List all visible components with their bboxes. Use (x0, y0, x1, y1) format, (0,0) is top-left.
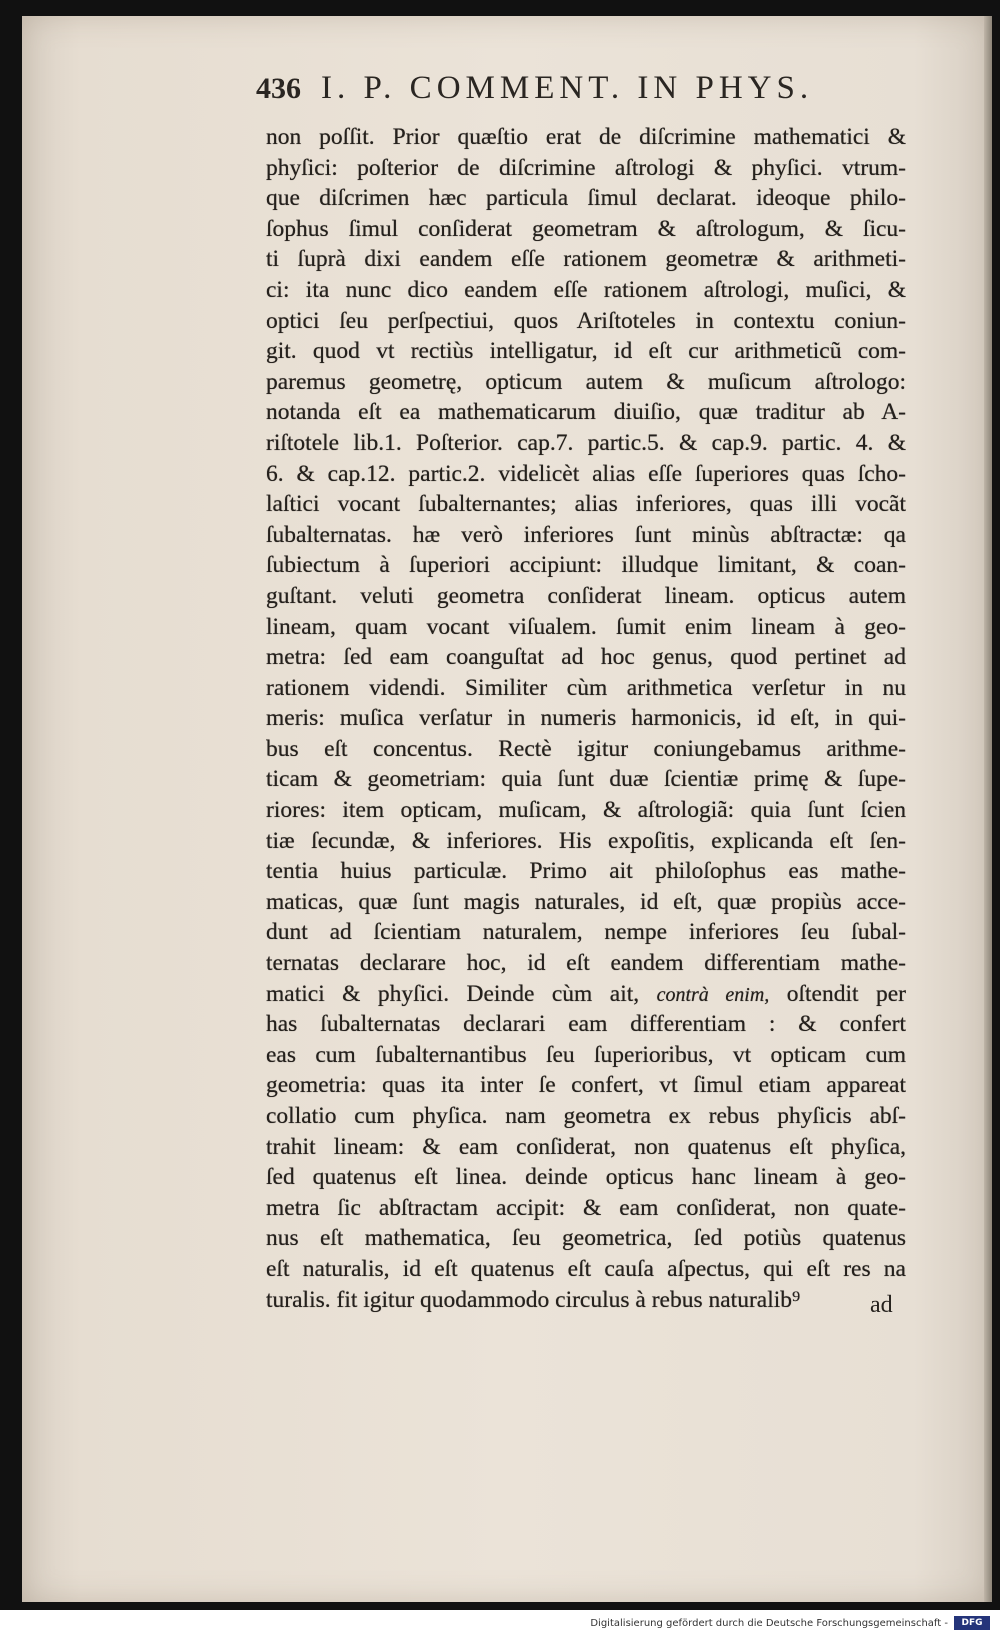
text-line: has ſubalternatas declarari eam differentiam : & confert (266, 1011, 906, 1038)
text-line: ſed quatenus eſt linea. deinde opticus hanc lineam à geo- (266, 1164, 906, 1191)
text-line: ticam & geometriam: quia ſunt duæ ſcientiæ primę & ſupe- (266, 766, 906, 793)
text-line: rationem videndi. Similiter cùm arithmetica verſetur in nu (266, 674, 906, 701)
text-line: metra ſic abſtractam accipit: & eam conſiderat, non quate- (266, 1194, 906, 1221)
funding-credit: Digitalisierung gefördert durch die Deutsche Forschungsgemeinschaft - (590, 1618, 948, 1629)
text-line: ternatas declarare hoc, id eſt eandem differentiam mathe- (266, 950, 906, 977)
text-line: lineam, quam vocant viſualem. ſumit enim lineam à geo- (266, 613, 906, 640)
text-line: ſophus ſimul conſiderat geometram & aſtrologum, & ſicu- (266, 215, 906, 242)
italic-quotation: contrà enim, (656, 983, 770, 1006)
text-line: ſubiectum à ſuperiori accipiunt: illudque limitant, & coan- (266, 552, 906, 579)
text-line: guſtant. veluti geometra conſiderat lineam. opticus autem (266, 582, 906, 609)
dfg-logo: DFG (954, 1616, 990, 1630)
text-line: dunt ad ſcientiam naturalem, nempe inferiores ſeu ſubal- (266, 919, 906, 946)
text-line: tiæ ſecundæ, & inferiores. His expoſitis, explicanda eſt ſen- (266, 827, 906, 854)
text-line: ci: ita nunc dico eandem eſſe rationem aſtrologi, muſici, & (266, 276, 906, 303)
body-text (266, 122, 906, 1315)
text-line: paremus geometrę, opticum autem & muſicum aſtrologo: (266, 368, 906, 395)
text-line: eſt naturalis, id eſt quatenus eſt cauſa aſpectus, qui eſt res na (266, 1255, 906, 1282)
text-line: geometria: quas ita inter ſe confert, vt ſimul etiam appareat (266, 1072, 906, 1099)
text-line: meris: muſica verſatur in numeris harmonicis, id eſt, in qui- (266, 705, 906, 732)
text-line: phyſici: poſterior de diſcrimine aſtrologi & phyſici. vtrum- (266, 154, 906, 181)
running-title: I. P. COMMENT. IN PHYS. (321, 70, 814, 106)
text-run: oſtendit per (769, 980, 906, 1007)
text-line: laſtici vocant ſubalternantes; alias inferiores, quas illi vocãt (266, 491, 906, 518)
text-line: collatio cum phyſica. nam geometra ex rebus phyſicis abſ- (266, 1103, 906, 1129)
text-line: eas cum ſubalternantibus ſeu ſuperioribus, vt opticam cum (266, 1041, 906, 1068)
text-line: maticas, quæ ſunt magis naturales, id eſt, quæ propiùs acce- (266, 888, 906, 915)
text-line: metra: ſed eam coanguſtat ad hoc genus, quod pertinet ad (266, 644, 906, 671)
page-header (256, 70, 886, 114)
text-line: trahit lineam: & eam conſiderat, non quatenus eſt phyſica, (266, 1133, 906, 1160)
text-line: optici ſeu perſpectiui, quos Ariſtoteles in contextu coniun- (266, 307, 906, 334)
text-line: riores: item opticam, muſicam, & aſtrologiã: quia ſunt ſcien (266, 797, 906, 824)
text-line: ſubalternatas. hæ verò inferiores ſunt minùs abſtractæ: qa (266, 521, 906, 548)
catchword: ad (870, 1292, 893, 1318)
page-number: 436 (256, 72, 301, 105)
text-line: 6. & cap.12. partic.2. videlicèt alias eſſe ſuperiores quas ſcho- (266, 460, 906, 487)
digitization-footer (0, 1610, 1000, 1638)
text-line: git. quod vt rectiùs intelligatur, id eſt cur arithmeticũ com- (266, 338, 906, 365)
text-line: riſtotele lib.1. Poſterior. cap.7. partic.5. & cap.9. partic. 4. & (266, 429, 906, 456)
page-edge (984, 16, 992, 1602)
text-line: turalis. fit igitur quodammodo circulus à rebus naturalib⁹ (266, 1286, 801, 1313)
text-line (266, 979, 906, 1010)
text-line: nus eſt mathematica, ſeu geometrica, ſed potiùs quatenus (266, 1225, 906, 1252)
text-line: que diſcrimen hæc particula ſimul declarat. ideoque philo- (266, 185, 906, 212)
text-run: matici & phyſici. Deinde cùm ait, (266, 980, 657, 1007)
text-line: bus eſt concentus. Rectè igitur coniungebamus arithme- (266, 735, 906, 762)
text-line: non poſſit. Prior quæſtio erat de diſcrimine mathematici & (266, 124, 906, 150)
text-line: notanda eſt ea mathematicarum diuiſio, quæ traditur ab A- (266, 399, 906, 426)
text-line: ti ſuprà dixi eandem eſſe rationem geometræ & arithmeti- (266, 246, 906, 273)
text-line: tentia huius particulæ. Primo ait philoſophus eas mathe- (266, 858, 906, 885)
